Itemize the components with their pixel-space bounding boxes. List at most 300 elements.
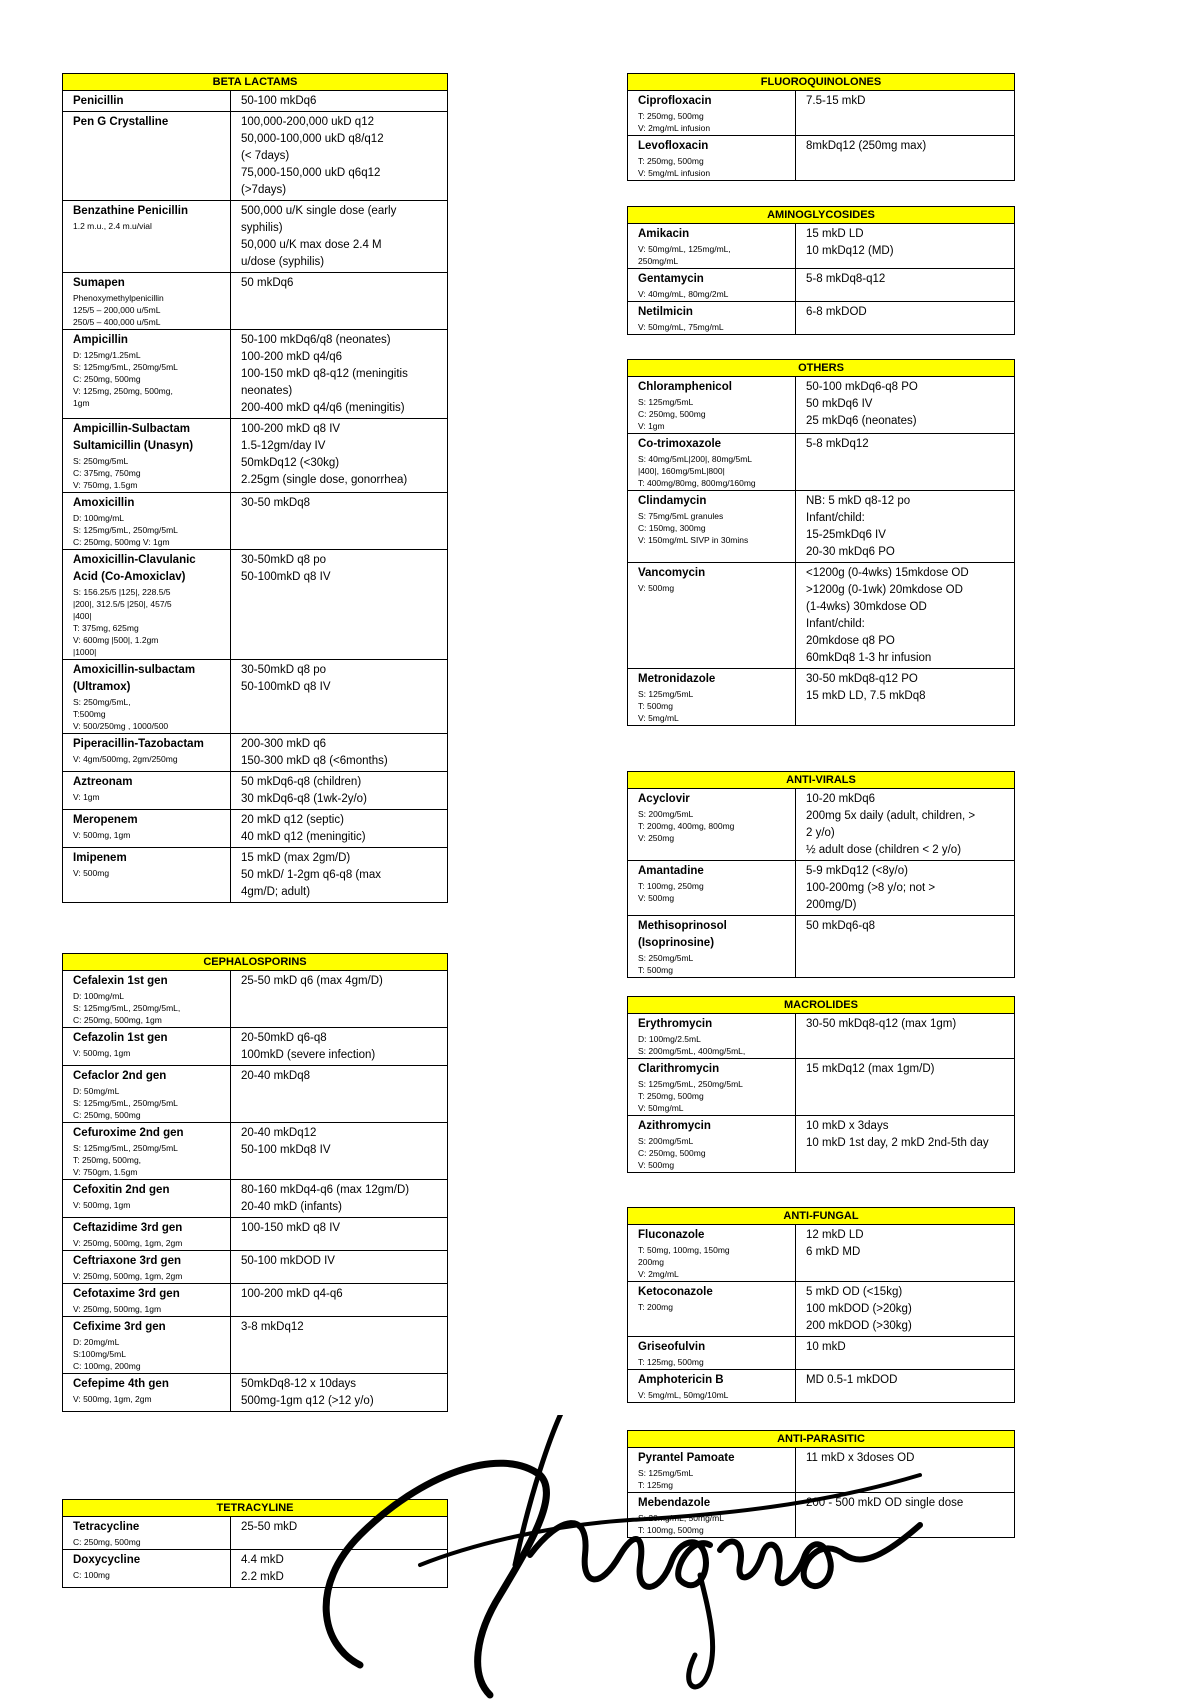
dosage-line: 200 - 500 mkD OD single dose <box>806 1497 964 1509</box>
dosage-cell <box>231 1123 448 1180</box>
dosage-line: 20-40 mkD (infants) <box>241 1201 342 1213</box>
drug-row <box>628 669 1015 726</box>
dosage-line: 30-50 mkDq8-q12 (max 1gm) <box>806 1018 957 1030</box>
drug-preparation: 125/5 – 200,000 u/5mL <box>73 305 161 315</box>
dosage-cell <box>231 550 448 660</box>
dosage-line: 500mg-1gm q12 (>12 y/o) <box>241 1395 374 1407</box>
drug-row <box>63 1251 448 1284</box>
drug-preparation: S: 125mg/5mL, 250mg/5mL <box>73 1143 178 1153</box>
drug-preparation: T: 250mg, 500mg <box>638 111 704 121</box>
dosage-cell <box>231 1517 448 1550</box>
dosage-line: 10 mkD 1st day, 2 mkD 2nd-5th day <box>806 1137 989 1149</box>
drug-cell <box>63 1550 231 1588</box>
dosage-line: 15 mkD LD <box>806 228 864 240</box>
drug-name: Amikacin <box>638 228 690 240</box>
drug-name: Pyrantel Pamoate <box>638 1452 735 1464</box>
drug-preparation: V: 250mg, 500mg, 1gm, 2gm <box>73 1271 183 1281</box>
drug-preparation: V: 500mg, 1gm, 2gm <box>73 1394 152 1404</box>
drug-row <box>63 1066 448 1123</box>
dosage-line: 200mg/D) <box>806 899 857 911</box>
drug-preparation: S: 200mg/5mL <box>638 809 694 819</box>
drug-name: Imipenem <box>73 852 127 864</box>
dosage-cell <box>231 1317 448 1374</box>
drug-cell <box>63 1284 231 1317</box>
drug-cell <box>628 789 796 861</box>
dosage-line: 2.2 mkD <box>241 1571 284 1583</box>
dosage-cell <box>231 1180 448 1218</box>
drug-cell <box>63 419 231 493</box>
drug-name-cont: (Ultramox) <box>73 681 131 693</box>
drug-name: Aztreonam <box>73 776 133 788</box>
drug-preparation: V: 750mg, 1.5gm <box>73 480 138 490</box>
dosage-cell <box>231 772 448 810</box>
drug-row <box>628 789 1015 861</box>
drug-preparation: T: 50mg, 100mg, 150mg <box>638 1245 730 1255</box>
drug-preparation: V: 5mg/mL <box>638 713 679 723</box>
drug-row <box>628 1225 1015 1282</box>
drug-name: Griseofulvin <box>638 1341 706 1353</box>
dosage-line: <1200g (0-4wks) 15mkdose OD <box>806 567 969 579</box>
dosage-line: 15 mkD LD, 7.5 mkDq8 <box>806 690 926 702</box>
drug-name: Sumapen <box>73 277 125 289</box>
drug-preparation: T:500mg <box>73 709 106 719</box>
drug-name: Benzathine Penicillin <box>73 205 189 217</box>
drug-preparation: V: 1gm <box>638 421 665 431</box>
dosage-cell <box>796 1370 1015 1403</box>
dosage-cell <box>231 1550 448 1588</box>
drug-preparation: D: 50mg/mL <box>73 1086 120 1096</box>
dosage-line: 4.4 mkD <box>241 1554 284 1566</box>
dosage-line: 1.5-12gm/day IV <box>241 440 326 452</box>
dosage-line: 30-50 mkDq8-q12 PO <box>806 673 918 685</box>
section-title: AMINOGLYCOSIDES <box>628 207 1015 224</box>
drug-preparation: 200mg <box>638 1257 664 1267</box>
drug-name: Amoxicillin-sulbactam <box>73 664 196 676</box>
dosage-line: 8mkDq12 (250mg max) <box>806 140 927 152</box>
dosage-line: 50-100 mkDq6/q8 (neonates) <box>241 334 391 346</box>
drug-preparation: V: 5mg/mL infusion <box>638 168 711 178</box>
drug-preparation: V: 600mg |500|, 1.2gm <box>73 635 159 645</box>
drug-cell <box>628 136 796 181</box>
dosage-cell <box>231 660 448 734</box>
drug-name: Vancomycin <box>638 567 706 579</box>
drug-cell <box>63 734 231 772</box>
drug-cell <box>628 1337 796 1370</box>
drug-cell <box>628 1116 796 1173</box>
dosage-cell <box>796 669 1015 726</box>
drug-preparation: 250/5 – 400,000 u/5mL <box>73 317 161 327</box>
section-title: MACROLIDES <box>628 997 1015 1014</box>
dosage-line: 50,000 u/K max dose 2.4 M <box>241 239 382 251</box>
drug-cell <box>63 493 231 550</box>
drug-cell <box>63 1180 231 1218</box>
drug-row <box>63 493 448 550</box>
drug-preparation: S: 125mg/5mL <box>638 689 694 699</box>
drug-cell <box>628 269 796 302</box>
dosage-cell <box>231 848 448 903</box>
drug-cell <box>628 91 796 136</box>
dosage-cell <box>231 1374 448 1412</box>
drug-name: Meropenem <box>73 814 138 826</box>
drug-cell <box>628 491 796 563</box>
dosage-line: 15 mkD (max 2gm/D) <box>241 852 351 864</box>
dosage-line: 5-9 mkDq12 (<8y/o) <box>806 865 908 877</box>
drug-name: Erythromycin <box>638 1018 713 1030</box>
right-section-table <box>627 996 1015 1173</box>
drug-preparation: |400|, 160mg/5mL|800| <box>638 466 725 476</box>
dosage-cell <box>796 1225 1015 1282</box>
drug-name: Mebendazole <box>638 1497 711 1509</box>
drug-name: Co-trimoxazole <box>638 438 722 450</box>
drug-preparation: T: 200mg <box>638 1302 673 1312</box>
dosage-line: 10-20 mkDq6 <box>806 793 876 805</box>
drug-cell <box>63 550 231 660</box>
dosage-line: 100-150 mkD q8-q12 (meningitis <box>241 368 408 380</box>
drug-preparation: T: 250mg, 500mg <box>638 1091 704 1101</box>
dosage-line: 50-100mkD q8 IV <box>241 681 331 693</box>
drug-row <box>628 1493 1015 1538</box>
dosage-line: 4gm/D; adult) <box>241 886 311 898</box>
dosage-cell <box>796 434 1015 491</box>
dosage-line: 25-50 mkD <box>241 1521 298 1533</box>
drug-name-cont: Sultamicillin (Unasyn) <box>73 440 194 452</box>
left-section-table <box>62 73 448 903</box>
dosage-line: (1-4wks) 30mkdose OD <box>806 601 927 613</box>
dosage-line: 30-50 mkDq8 <box>241 497 311 509</box>
drug-cell <box>628 669 796 726</box>
dosage-line: 500,000 u/K single dose (early <box>241 205 397 217</box>
dosage-line: 11 mkD x 3doses OD <box>806 1452 915 1464</box>
drug-preparation: S: 125mg/5mL <box>638 1468 694 1478</box>
drug-preparation: D: 125mg/1.25mL <box>73 350 141 360</box>
drug-preparation: C: 250mg, 500mg <box>73 374 141 384</box>
drug-preparation: T: 250mg, 500mg <box>638 156 704 166</box>
drug-row <box>628 1059 1015 1116</box>
drug-row <box>63 112 448 201</box>
drug-preparation: C: 250mg, 500mg <box>638 409 706 419</box>
drug-preparation: T: 125mg <box>638 1480 673 1490</box>
drug-cell <box>63 810 231 848</box>
dosage-cell <box>796 91 1015 136</box>
dosage-line: 10 mkD x 3days <box>806 1120 889 1132</box>
drug-preparation: C: 250mg, 500mg <box>73 1110 141 1120</box>
drug-name: Ampicillin <box>73 334 128 346</box>
right-section-table <box>627 73 1015 181</box>
drug-row <box>628 302 1015 335</box>
dosage-line: u/dose (syphilis) <box>241 256 325 268</box>
drug-preparation: S: 200mg/5mL <box>638 1136 694 1146</box>
dosage-line: Infant/child: <box>806 618 865 630</box>
drug-name: Ceftriaxone 3rd gen <box>73 1255 181 1267</box>
section-title: OTHERS <box>628 360 1015 377</box>
drug-preparation: S: 250mg/5mL <box>638 953 694 963</box>
dosage-line: 100-200 mkD q4/q6 <box>241 351 343 363</box>
drug-cell <box>63 772 231 810</box>
drug-preparation: V: 500mg <box>638 893 675 903</box>
dosage-cell <box>231 330 448 419</box>
drug-preparation: C: 250mg, 500mg, 1gm <box>73 1015 162 1025</box>
drug-preparation: V: 1gm <box>73 792 100 802</box>
dosage-cell <box>796 916 1015 978</box>
drug-preparation: D: 100mg/2.5mL <box>638 1034 701 1044</box>
dosage-line: 150-300 mkD q8 (<6months) <box>241 755 388 767</box>
drug-row <box>63 201 448 273</box>
drug-preparation: V: 250mg <box>638 833 675 843</box>
dosage-line: 80-160 mkDq4-q6 (max 12gm/D) <box>241 1184 410 1196</box>
drug-preparation: S: 156.25/5 |125|, 228.5/5 <box>73 587 171 597</box>
drug-preparation: |200|, 312.5/5 |250|, 457/5 <box>73 599 172 609</box>
drug-cell <box>628 1448 796 1493</box>
drug-name: Methisoprinosol <box>638 920 727 932</box>
dosage-cell <box>796 789 1015 861</box>
dosage-line: 20-50mkD q6-q8 <box>241 1032 327 1044</box>
drug-cell <box>63 1028 231 1066</box>
dosage-line: Infant/child: <box>806 512 865 524</box>
dosage-line: 200-300 mkD q6 <box>241 738 327 750</box>
right-section-table <box>627 771 1015 978</box>
drug-row <box>63 273 448 330</box>
drug-preparation: V: 4gm/500mg, 2gm/250mg <box>73 754 178 764</box>
drug-preparation: T: 375mg, 625mg <box>73 623 139 633</box>
drug-name: Clarithromycin <box>638 1063 720 1075</box>
section-title: BETA LACTAMS <box>63 74 448 91</box>
dosage-line: MD 0.5-1 mkDOD <box>806 1374 898 1386</box>
dosage-line: (< 7days) <box>241 150 290 162</box>
dosage-line: 60mkDq8 1-3 hr infusion <box>806 652 932 664</box>
drug-preparation: S:100mg/5mL <box>73 1349 126 1359</box>
dosage-cell <box>796 136 1015 181</box>
drug-name: Cefixime 3rd gen <box>73 1321 166 1333</box>
drug-preparation: S: 250mg/5mL <box>73 456 129 466</box>
drug-name: Amoxicillin <box>73 497 135 509</box>
dosage-line: 2.25gm (single dose, gonorrhea) <box>241 474 408 486</box>
drug-name: Piperacillin-Tazobactam <box>73 738 204 750</box>
dosage-cell <box>231 971 448 1028</box>
drug-cell <box>63 1066 231 1123</box>
drug-row <box>63 1317 448 1374</box>
dosage-line: 10 mkDq12 (MD) <box>806 245 894 257</box>
left-section-table <box>62 953 448 1412</box>
drug-name: Gentamycin <box>638 273 704 285</box>
dosage-line: 5-8 mkDq12 <box>806 438 869 450</box>
drug-preparation: 1gm <box>73 398 90 408</box>
drug-preparation: S: 75mg/5mL granules <box>638 511 724 521</box>
dosage-line: 50-100mkD q8 IV <box>241 571 331 583</box>
drug-name: Pen G Crystalline <box>73 116 169 128</box>
drug-cell <box>63 1251 231 1284</box>
drug-row <box>63 971 448 1028</box>
dosage-line: 50-100 mkDq8 IV <box>241 1144 331 1156</box>
dosage-line: 30-50mkD q8 po <box>241 664 327 676</box>
dosage-cell <box>231 112 448 201</box>
dosage-cell <box>796 224 1015 269</box>
drug-preparation: 250mg/mL <box>638 256 679 266</box>
dosage-line: 200-400 mkD q4/q6 (meningitis) <box>241 402 405 414</box>
dosage-cell <box>796 1059 1015 1116</box>
drug-cell <box>63 660 231 734</box>
drug-preparation: S: 20mg/mL, 50mg/mL <box>638 1513 724 1523</box>
dosage-line: 25-50 mkD q6 (max 4gm/D) <box>241 975 383 987</box>
drug-preparation: 1.2 m.u., 2.4 m.u/vial <box>73 221 152 231</box>
dosage-line: 3-8 mkDq12 <box>241 1321 304 1333</box>
dosage-line: 6 mkD MD <box>806 1246 861 1258</box>
drug-preparation: C: 250mg, 500mg <box>638 1148 706 1158</box>
drug-name: Cefuroxime 2nd gen <box>73 1127 184 1139</box>
drug-preparation: V: 500mg, 1gm <box>73 830 131 840</box>
drug-row <box>63 1028 448 1066</box>
drug-preparation: C: 100mg <box>73 1570 110 1580</box>
dosage-line: 50-100 mkDOD IV <box>241 1255 335 1267</box>
drug-cell <box>63 1218 231 1251</box>
dosage-line: 7.5-15 mkD <box>806 95 866 107</box>
drug-preparation: V: 500mg, 1gm <box>73 1200 131 1210</box>
drug-cell <box>628 1014 796 1059</box>
dosage-cell <box>796 302 1015 335</box>
drug-preparation: T: 200mg, 400mg, 800mg <box>638 821 735 831</box>
right-section-table <box>627 1207 1015 1403</box>
dosage-cell <box>231 1028 448 1066</box>
drug-cell <box>628 302 796 335</box>
dosage-line: 50mkDq12 (<30kg) <box>241 457 340 469</box>
dosage-line: 50-100 mkDq6 <box>241 95 317 107</box>
drug-cell <box>63 330 231 419</box>
dosage-cell <box>796 1014 1015 1059</box>
section-title: ANTI-VIRALS <box>628 772 1015 789</box>
drug-preparation: V: 750gm, 1.5gm <box>73 1167 138 1177</box>
dosage-line: 50 mkDq6-q8 (children) <box>241 776 362 788</box>
drug-preparation: S: 125mg/5mL, 250mg/5mL <box>73 1098 178 1108</box>
dosage-line: >1200g (0-1wk) 20mkdose OD <box>806 584 963 596</box>
drug-name: Amantadine <box>638 865 704 877</box>
drug-cell <box>628 1225 796 1282</box>
drug-preparation: S: 125mg/5mL, 250mg/5mL <box>73 362 178 372</box>
drug-name: Cefepime 4th gen <box>73 1378 169 1390</box>
drug-cell <box>63 273 231 330</box>
dosage-cell <box>231 1284 448 1317</box>
section-title: FLUOROQUINOLONES <box>628 74 1015 91</box>
drug-name: Cefotaxime 3rd gen <box>73 1288 180 1300</box>
dosage-line: 20-40 mkDq8 <box>241 1070 311 1082</box>
drug-preparation: T: 100mg, 250mg <box>638 881 704 891</box>
dosage-line: 200 mkDOD (>30kg) <box>806 1320 912 1332</box>
left-section-table <box>62 1499 448 1588</box>
drug-row <box>628 1282 1015 1337</box>
dosage-cell <box>231 1251 448 1284</box>
dosage-line: 20mkdose q8 PO <box>806 635 895 647</box>
drug-preparation: V: 2mg/mL infusion <box>638 123 711 133</box>
dosage-cell <box>796 1282 1015 1337</box>
drug-preparation: V: 500mg, 1gm <box>73 1048 131 1058</box>
drug-row <box>628 269 1015 302</box>
drug-name: Cefazolin 1st gen <box>73 1032 168 1044</box>
dosage-line: 15 mkDq12 (max 1gm/D) <box>806 1063 935 1075</box>
right-section-table <box>627 359 1015 726</box>
dosage-cell <box>231 91 448 112</box>
dosage-line: 50 mkDq6 IV <box>806 398 873 410</box>
drug-preparation: T: 125mg, 500mg <box>638 1357 704 1367</box>
dosage-line: NB: 5 mkD q8-12 po <box>806 495 911 507</box>
drug-name-cont: (Isoprinosine) <box>638 937 715 949</box>
drug-name: Tetracycline <box>73 1521 140 1533</box>
drug-row <box>628 1116 1015 1173</box>
dosage-line: ½ adult dose (children < 2 y/o) <box>806 844 962 856</box>
dosage-line: 30-50mkD q8 po <box>241 554 327 566</box>
drug-preparation: D: 100mg/mL <box>73 991 125 1001</box>
drug-cell <box>63 1374 231 1412</box>
drug-preparation: |1000| <box>73 647 97 657</box>
drug-preparation: S: 200mg/5mL, 400mg/5mL, <box>638 1046 746 1056</box>
dosage-cell <box>796 861 1015 916</box>
drug-name: Azithromycin <box>638 1120 711 1132</box>
dosage-cell <box>231 493 448 550</box>
dosage-line: 40 mkD q12 (meningitic) <box>241 831 366 843</box>
dosage-cell <box>231 1066 448 1123</box>
drug-preparation: V: 50mg/mL, 75mg/mL <box>638 322 724 332</box>
dosage-line: 10 mkD <box>806 1341 846 1353</box>
drug-cell <box>63 201 231 273</box>
drug-preparation: V: 500mg <box>638 583 675 593</box>
drug-preparation: S: 250mg/5mL, <box>73 697 131 707</box>
drug-cell <box>628 563 796 669</box>
dosage-line: 100-200 mkD q4-q6 <box>241 1288 343 1300</box>
dosage-cell <box>231 201 448 273</box>
drug-row <box>63 1123 448 1180</box>
dosage-line: 75,000-150,000 ukD q6q12 <box>241 167 381 179</box>
dosage-line: 5 mkD OD (<15kg) <box>806 1286 903 1298</box>
drug-row <box>63 660 448 734</box>
drug-preparation: |400| <box>73 611 92 621</box>
dosage-line: 20 mkD q12 (septic) <box>241 814 344 826</box>
section-title: ANTI-FUNGAL <box>628 1208 1015 1225</box>
drug-row <box>63 1517 448 1550</box>
dosage-line: 30 mkDq6-q8 (1wk-2y/o) <box>241 793 367 805</box>
drug-preparation: S: 125mg/5mL, 250mg/5mL <box>73 525 178 535</box>
dosage-line: 12 mkD LD <box>806 1229 864 1241</box>
drug-row <box>63 734 448 772</box>
drug-row <box>63 1550 448 1588</box>
drug-preparation: Phenoxymethylpenicillin <box>73 293 164 303</box>
dosage-line: 20-30 mkDq6 PO <box>806 546 895 558</box>
drug-preparation: C: 375mg, 750mg <box>73 468 141 478</box>
drug-preparation: V: 50mg/mL, 125mg/mL, <box>638 244 731 254</box>
drug-cell <box>628 434 796 491</box>
drug-row <box>628 491 1015 563</box>
section-title: TETRACYLINE <box>63 1500 448 1517</box>
dosage-line: 6-8 mkDOD <box>806 306 867 318</box>
drug-row <box>628 1014 1015 1059</box>
drug-row <box>628 377 1015 434</box>
drug-preparation: T: 400mg/80mg, 800mg/160mg <box>638 478 756 488</box>
drug-cell <box>63 112 231 201</box>
drug-preparation: V: 250mg, 500mg, 1gm, 2gm <box>73 1238 183 1248</box>
dosage-line: 50 mkDq6-q8 <box>806 920 876 932</box>
dosage-cell <box>231 419 448 493</box>
drug-row <box>63 810 448 848</box>
drug-row <box>628 136 1015 181</box>
drug-preparation: C: 150mg, 300mg <box>638 523 706 533</box>
drug-name: Ampicillin-Sulbactam <box>73 423 190 435</box>
dosage-cell <box>231 273 448 330</box>
drug-row <box>628 1448 1015 1493</box>
drug-name: Netilmicin <box>638 306 693 318</box>
dosage-cell <box>796 1493 1015 1538</box>
dosage-line: 100-150 mkD q8 IV <box>241 1222 341 1234</box>
dosage-line: 50,000-100,000 ukD q8/q12 <box>241 133 384 145</box>
drug-name-cont: Acid (Co-Amoxiclav) <box>73 571 186 583</box>
drug-name: Fluconazole <box>638 1229 705 1241</box>
drug-preparation: V: 150mg/mL SIVP in 30mins <box>638 535 749 545</box>
drug-name: Clindamycin <box>638 495 707 507</box>
